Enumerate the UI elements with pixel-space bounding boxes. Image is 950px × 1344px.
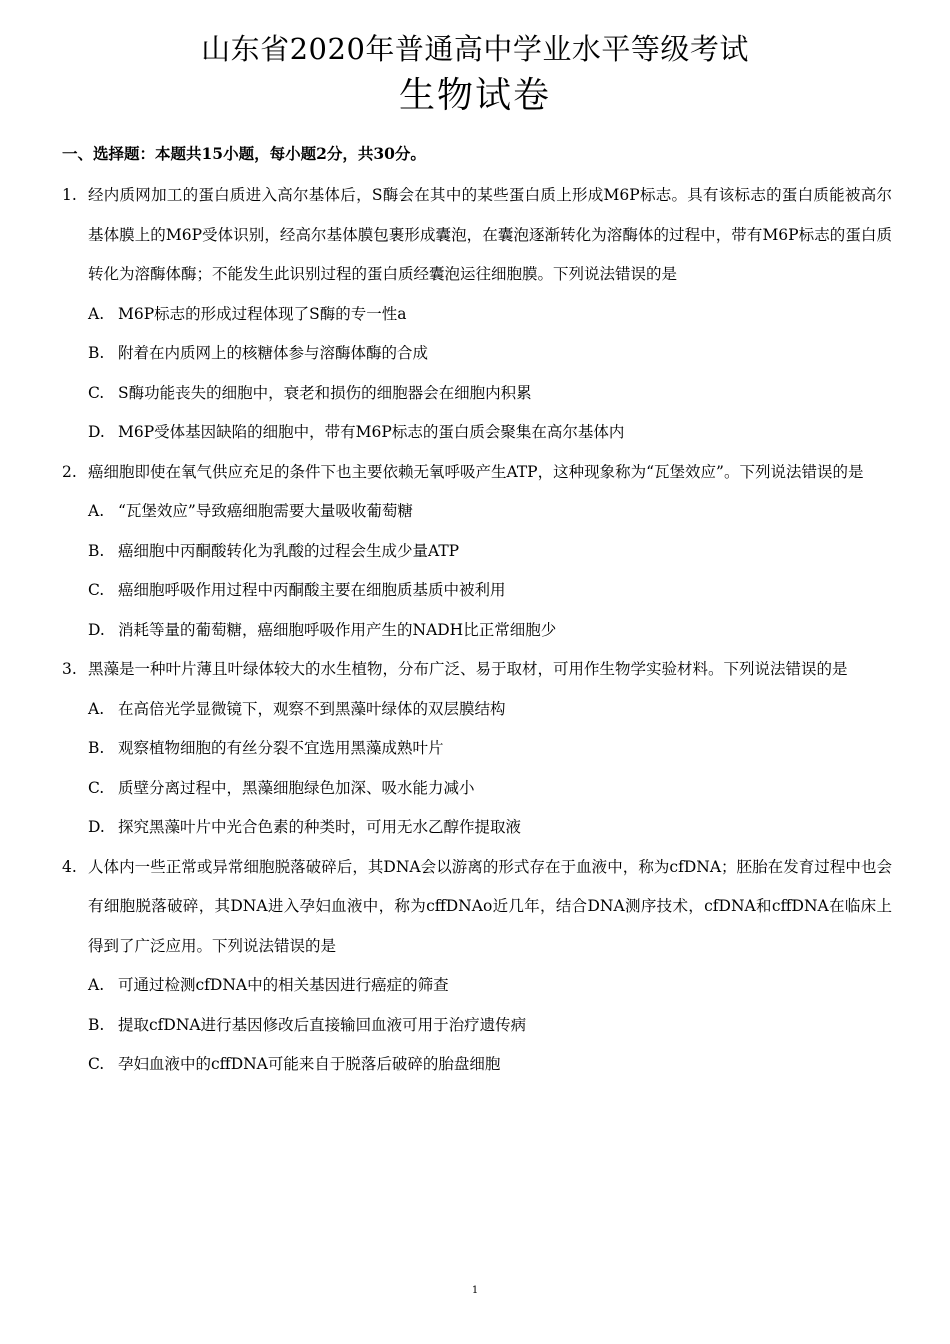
option-letter: B. [88,541,105,560]
option-letter: C. [88,1055,105,1073]
option-text: 可通过检测cfDNA中的相关基因进行癌症的筛查 [118,976,449,994]
option-letter: B. [88,344,105,362]
option-text: 附着在内质网上的核糖体参与溶酶体酶的合成 [118,344,429,362]
section-heading: 一、选择题：本题共15小题，每小题2分，共30分。 [62,144,426,163]
question-1 [62,176,892,453]
option-letter: B. [88,739,105,757]
option-text: S酶功能丧失的细胞中，衰老和损伤的细胞器会在细胞内积累 [118,383,532,402]
option-c [88,1045,892,1085]
question-4 [62,848,892,1085]
option-d [88,413,892,453]
option-text: 质壁分离过程中，黑藻细胞绿色加深、吸水能力减小 [118,778,475,797]
question-number: 3. [62,660,77,678]
option-text: 探究黑藻叶片中光合色素的种类时，可用无水乙醇作提取液 [118,818,522,836]
question-2 [62,453,892,651]
option-text: 在高倍光学显微镜下，观察不到黑藻叶绿体的双层膜结构 [118,699,506,718]
option-letter: C. [88,581,105,599]
question-stem: 癌细胞即使在氧气供应充足的条件下也主要依赖无氧呼吸产生ATP，这种现象称为“瓦堡效应”。下列说法错误的是 [88,462,864,481]
option-a [88,295,892,335]
option-text: 观察植物细胞的有丝分裂不宜选用黑藻成熟叶片 [118,739,444,757]
option-d [88,808,892,848]
option-b [88,1006,892,1046]
question-stem: 经内质网加工的蛋白质进入高尔基体后，S酶会在其中的某些蛋白质上形成M6P标志。具有该标志的蛋白质能被高尔基体膜上的M6P受体识别，经高尔基体膜包裹形成囊泡，在囊泡逐渐转化为溶酶体的过程中，带有M6P标志的蛋白质转化为溶酶体酶；不能发生此识别过程的蛋白质经囊泡运往细胞膜。下列说法错误的是 [88,186,892,283]
option-letter: A. [88,502,105,520]
option-a [88,966,892,1006]
option-text: 消耗等量的葡萄糖，癌细胞呼吸作用产生的NADH比正常细胞少 [118,620,557,639]
option-a [88,690,892,730]
option-text: 孕妇血液中的cffDNA可能来自于脱落后破碎的胎盘细胞 [118,1055,501,1073]
option-text: M6P标志的形成过程体现了S酶的专一性a [118,304,407,323]
question-number: 2. [62,462,77,481]
option-d [88,611,892,651]
option-letter: C. [88,383,105,402]
option-text: “瓦堡效应”导致癌细胞需要大量吸收葡萄糖 [118,502,413,520]
option-text: 癌细胞呼吸作用过程中丙酮酸主要在细胞质基质中被利用 [118,581,506,599]
option-b [88,532,892,572]
question-3 [62,650,892,848]
option-c [88,374,892,414]
option-letter: D. [88,423,105,441]
option-b [88,729,892,769]
question-number: 1. [62,186,77,204]
option-c [88,769,892,809]
option-b [88,334,892,374]
option-letter: D. [88,620,105,639]
option-letter: C. [88,778,105,797]
option-text: 癌细胞中丙酮酸转化为乳酸的过程会生成少量ATP [118,541,460,560]
option-letter: A. [88,304,105,323]
option-letter: A. [88,699,105,718]
question-list [62,176,892,1085]
option-text: 提取cfDNA进行基因修改后直接输回血液可用于治疗遗传病 [118,1015,527,1034]
option-a [88,492,892,532]
option-letter: B. [88,1015,105,1034]
question-number: 4. [62,857,77,876]
page-number: 1 [471,1285,479,1296]
exam-subtitle: 生物试卷 [398,75,551,116]
option-c [88,571,892,611]
option-letter: A. [88,976,105,994]
exam-title: 山东省2020年普通高中学业水平等级考试 [201,32,749,66]
question-stem: 人体内一些正常或异常细胞脱落破碎后，其DNA会以游离的形式存在于血液中，称为cfDNA；胚胎在发育过程中也会有细胞脱落破碎，其DNA进入孕妇血液中，称为cffDNAo近几年，结合DNA测序技术，cfDNA和cffDNA在临床上得到了广泛应用。下列说法错误的是 [88,857,892,955]
option-text: M6P受体基因缺陷的细胞中，带有M6P标志的蛋白质会聚集在高尔基体内 [118,423,625,441]
option-letter: D. [88,818,105,836]
question-stem: 黑藻是一种叶片薄且叶绿体较大的水生植物，分布广泛、易于取材，可用作生物学实验材料。下列说法错误的是 [88,660,848,678]
